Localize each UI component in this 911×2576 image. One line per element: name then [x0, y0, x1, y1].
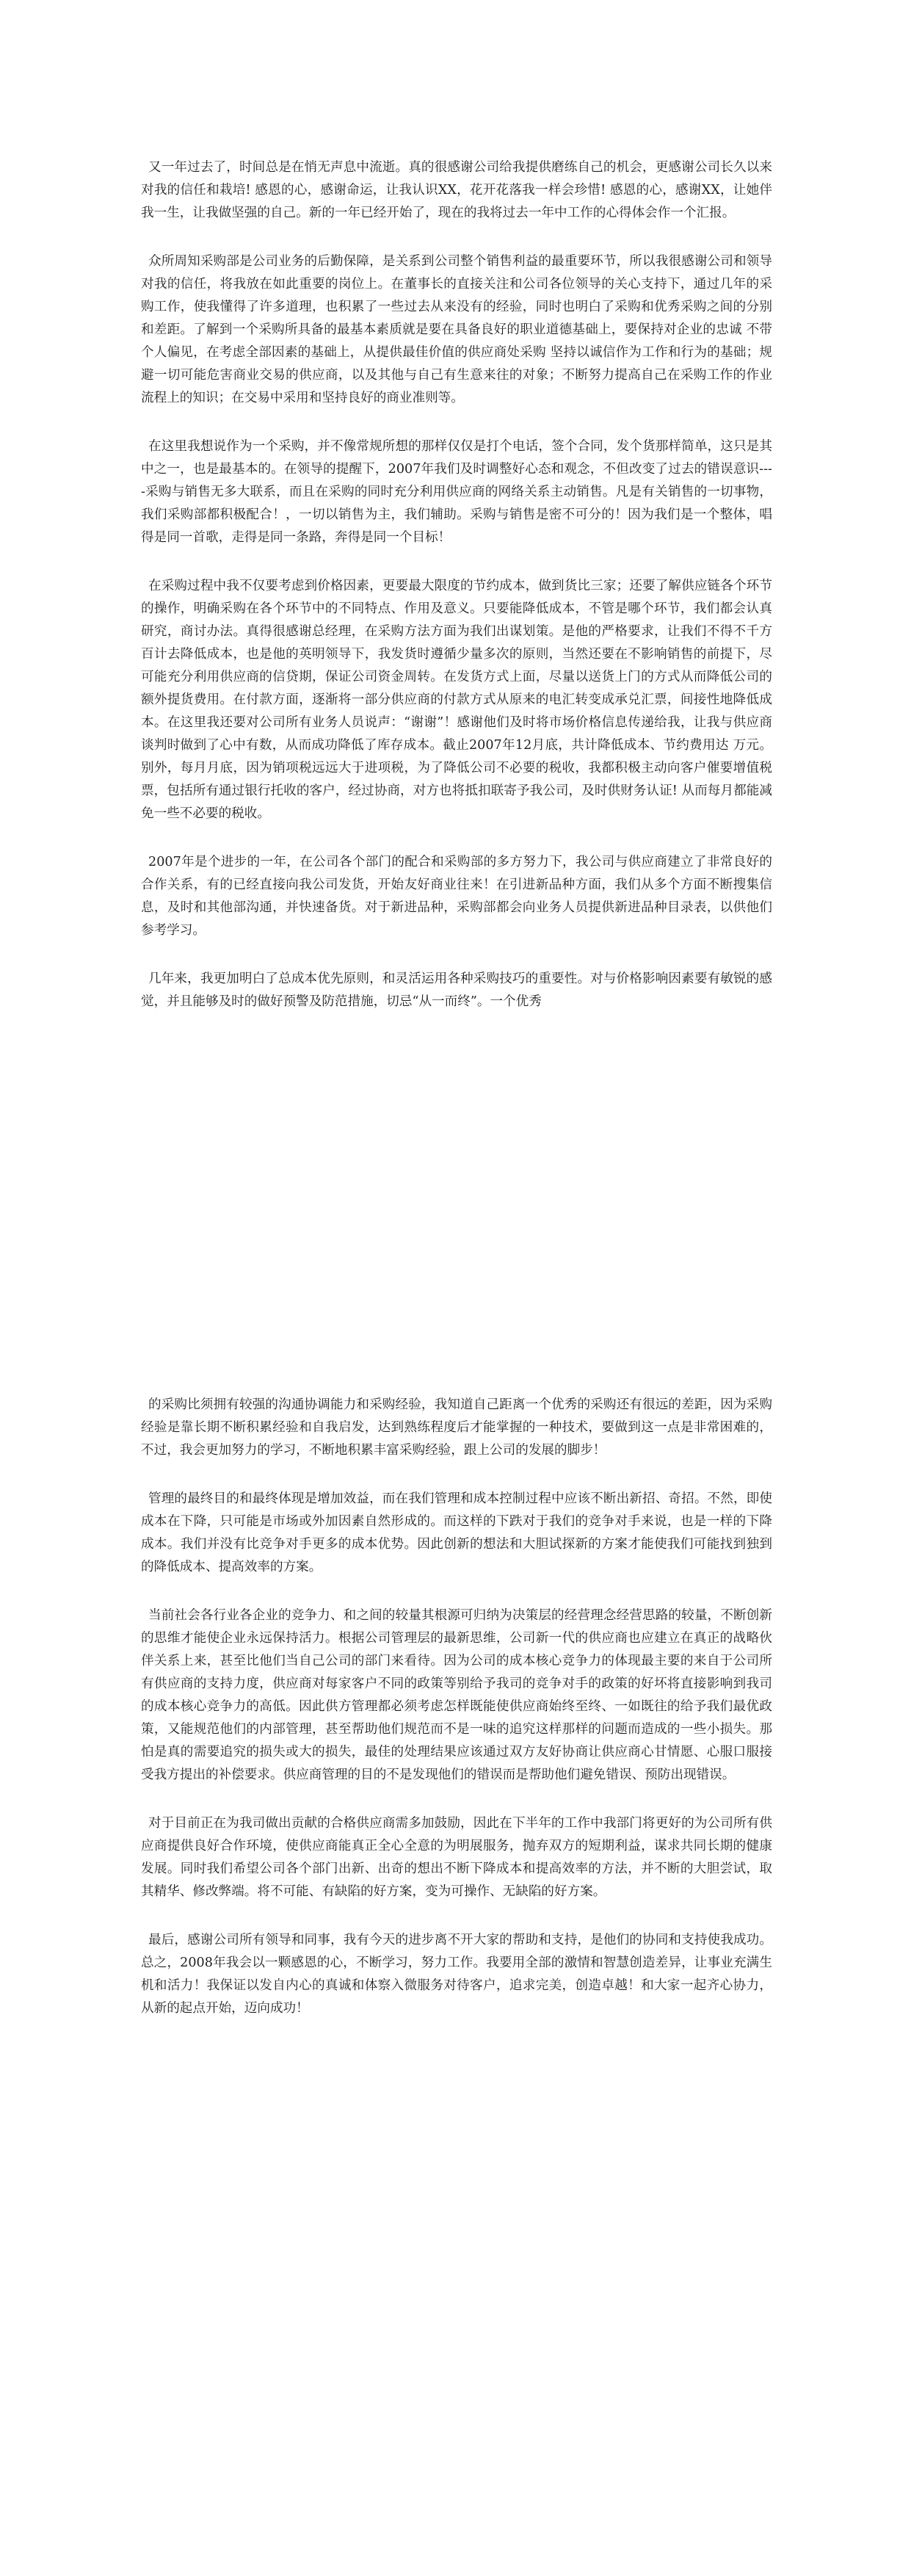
- paragraph-intro: 又一年过去了，时间总是在悄无声息中流逝。真的很感谢公司给我提供磨练自己的机会，更感谢公司长久以来对我的信任和栽培! 感恩的心，感谢命运，让我认识XX，花开花落我一样会珍惜! 感恩的心，感谢XX，让她伴我一生，让我做坚强的自己。新的一年已经开始了，现在的我将过去一年中工作的心得体会作一个汇报。: [141, 160, 772, 220]
- paragraph-experience: 的采购比须拥有较强的沟通协调能力和采购经验，我知道自己距离一个优秀的采购还有很远的差距，因为采购经验是靠长期不断积累经验和自我启发，达到熟练程度后才能掌握的一种技术，要做到这一点是非常困难的，不过，我会更加努力的学习，不断地积累丰富采购经验，跟上公司的发展的脚步！: [141, 1397, 772, 1458]
- paragraph-closing: 最后，感谢公司所有领导和同事，我有今天的进步离不开大家的帮助和支持，是他们的协同和支持使我成功。总之，2008年我会以一颗感恩的心，不断学习，努力工作。我要用全部的激情和智慧创造差异，让事业充满生机和活力！我保证以发自内心的真诚和体察入微服务对待客户，追求完美，创造卓越！和大家一起齐心协力，从新的起点开始，迈向成功！: [141, 1933, 772, 2016]
- paragraph-competition: 当前社会各行业各企业的竞争力、和之间的较量其根源可归纳为决策层的经营理念经营思路的较量，不断创新的思维才能使企业永远保持活力。根据公司管理层的最新思维，公司新一代的供应商也应建立在真正的战略伙伴关系上来，甚至比他们当自己公司的部门来看待。因为公司的成本核心竞争力的体现最主要的来自于公司所有供应商的支持力度，供应商对每家客户不同的政策等别给予我司的竞争对手的政策的好坏将直接影响到我司的成本核心竞争力的高低。因此供方管理都必须考虑怎样既能使供应商始终至终、一如既往的给予我们最优政策，又能规范他们的内部管理，甚至帮助他们规范而不是一味的追究这样那样的问题而造成的一些小损失。那怕是真的需要追究的损失或大的损失，最佳的处理结果应该通过双方友好协商让供应商心甘情愿、心服口服接受我方提出的补偿要求。供应商管理的目的不是发现他们的错误而是帮助他们避免错误、预防出现错误。: [141, 1608, 772, 1782]
- paragraph-management-goal: 管理的最终目的和最终体现是增加效益，而在我们管理和成本控制过程中应该不断出新招、奇招。不然，即使成本在下降，只可能是市场或外加因素自然形成的。而这样的下跌对于我们的竞争对手来说，也是一样的下降成本。我们并没有比竞争对手更多的成本优势。因此创新的想法和大胆试探新的方案才能使我们可能找到独到的降低成本、提高效率的方案。: [141, 1491, 772, 1574]
- paragraph-2007-progress: 2007年是个进步的一年，在公司各个部门的配合和采购部的多方努力下，我公司与供应商建立了非常良好的合作关系，有的已经直接向我公司发货，开始友好商业往来！在引进新品种方面，我们从多个方面不断搜集信息，及时和其他部沟通，并快速备货。对于新进品种，采购部都会向业务人员提供新进品种目录表，以供他们参考学习。: [141, 855, 772, 938]
- paragraph-cost-saving: 在采购过程中我不仅要考虑到价格因素，更要最大限度的节约成本，做到货比三家；还要了解供应链各个环节的操作，明确采购在各个环节中的不同特点、作用及意义。只要能降低成本，不管是哪个环节，我们都会认真研究，商讨办法。真得很感谢总经理，在采购方法方面为我们出谋划策。是他的严格要求，让我们不得不千方百计去降低成本，也是他的英明领导下，我发货时遵循少量多次的原则，当然还要在不影响销售的前提下，尽可能充分利用供应商的信贷期，保证公司资金周转。在发货方式上面，尽量以送货上门的方式从而降低公司的额外提货费用。在付款方面，逐渐将一部分供应商的付款方式从原来的电汇转变成承兑汇票，间接性地降低成本。在这里我还要对公司所有业务人员说声：“谢谢”！感谢他们及时将市场价格信息传递给我，让我与供应商谈判时做到了心中有数，从而成功降低了库存成本。截止2007年12月底，共计降低成本、节约费用达 万元。别外，每月月底，因为销项税远远大于进项税，为了降低公司不必要的税收，我都积极主动向客户催要增值税票，包括所有通过银行托收的客户，经过协商，对方也将抵扣联寄予我公司，及时供财务认证! 从而每月都能减免一些不必要的税收。: [141, 579, 772, 821]
- page-two-text: [141, 1394, 772, 2046]
- paragraph-procurement-role: 众所周知采购部是公司业务的后勤保障，是关系到公司整个销售利益的最重要环节，所以我很感谢公司和领导对我的信任，将我放在如此重要的岗位上。在董事长的直接关注和公司各位领导的关心支持下，通过几年的采购工作，使我懂得了许多道理，也积累了一些过去从来没有的经验，同时也明白了采购和优秀采购之间的分别和差距。了解到一个采购所具备的最基本素质就是要在具备良好的职业道德基础上，要保持对企业的忠诚 不带个人偏见，在考虑全部因素的基础上，从提供最佳价值的供应商处采购 坚持以诚信作为工作和行为的基础；规避一切可能危害商业交易的供应商，以及其他与自己有生意来往的对象；不断努力提高自己在采购工作的作业流程上的知识；在交易中采用和坚持良好的商业准则等。: [141, 254, 772, 405]
- paragraph-supplier-encouragement: 对于目前正在为我司做出贡献的合格供应商需多加鼓励，因此在下半年的工作中我部门将更好的为公司所有供应商提供良好合作环境，使供应商能真正全心全意的为明展服务，抛弃双方的短期利益，谋求共同长期的健康发展。同时我们希望公司各个部门出新、出奇的想出不断下降成本和提高效率的方法，并不断的大胆尝试，取其精华、修改弊端。将不可能、有缺陷的好方案，变为可操作、无缺陷的好方案。: [141, 1816, 772, 1899]
- paragraph-cost-principle: 几年来，我更加明白了总成本优先原则，和灵活运用各种采购技巧的重要性。对与价格影响因素要有敏锐的感觉，并且能够及时的做好预警及防范措施，切忌“从一而终”。一个优秀: [141, 972, 772, 1009]
- page-one-text: [141, 156, 772, 1039]
- paragraph-procurement-sales: 在这里我想说作为一个采购，并不像常规所想的那样仅仅是打个电话，签个合同，发个货那样简单，这只是其中之一，也是最基本的。在领导的提醒下，2007年我们及时调整好心态和观念，不但改变了过去的错误意识----采购与销售无多大联系，而且在采购的同时充分利用供应商的网络关系主动销售。凡是有关销售的一切事物，我们采购部都积极配合！，一切以销售为主，我们辅助。采购与销售是密不可分的！因为我们是一个整体，唱得是同一首歌，走得是同一条路，奔得是同一个目标！: [141, 439, 772, 545]
